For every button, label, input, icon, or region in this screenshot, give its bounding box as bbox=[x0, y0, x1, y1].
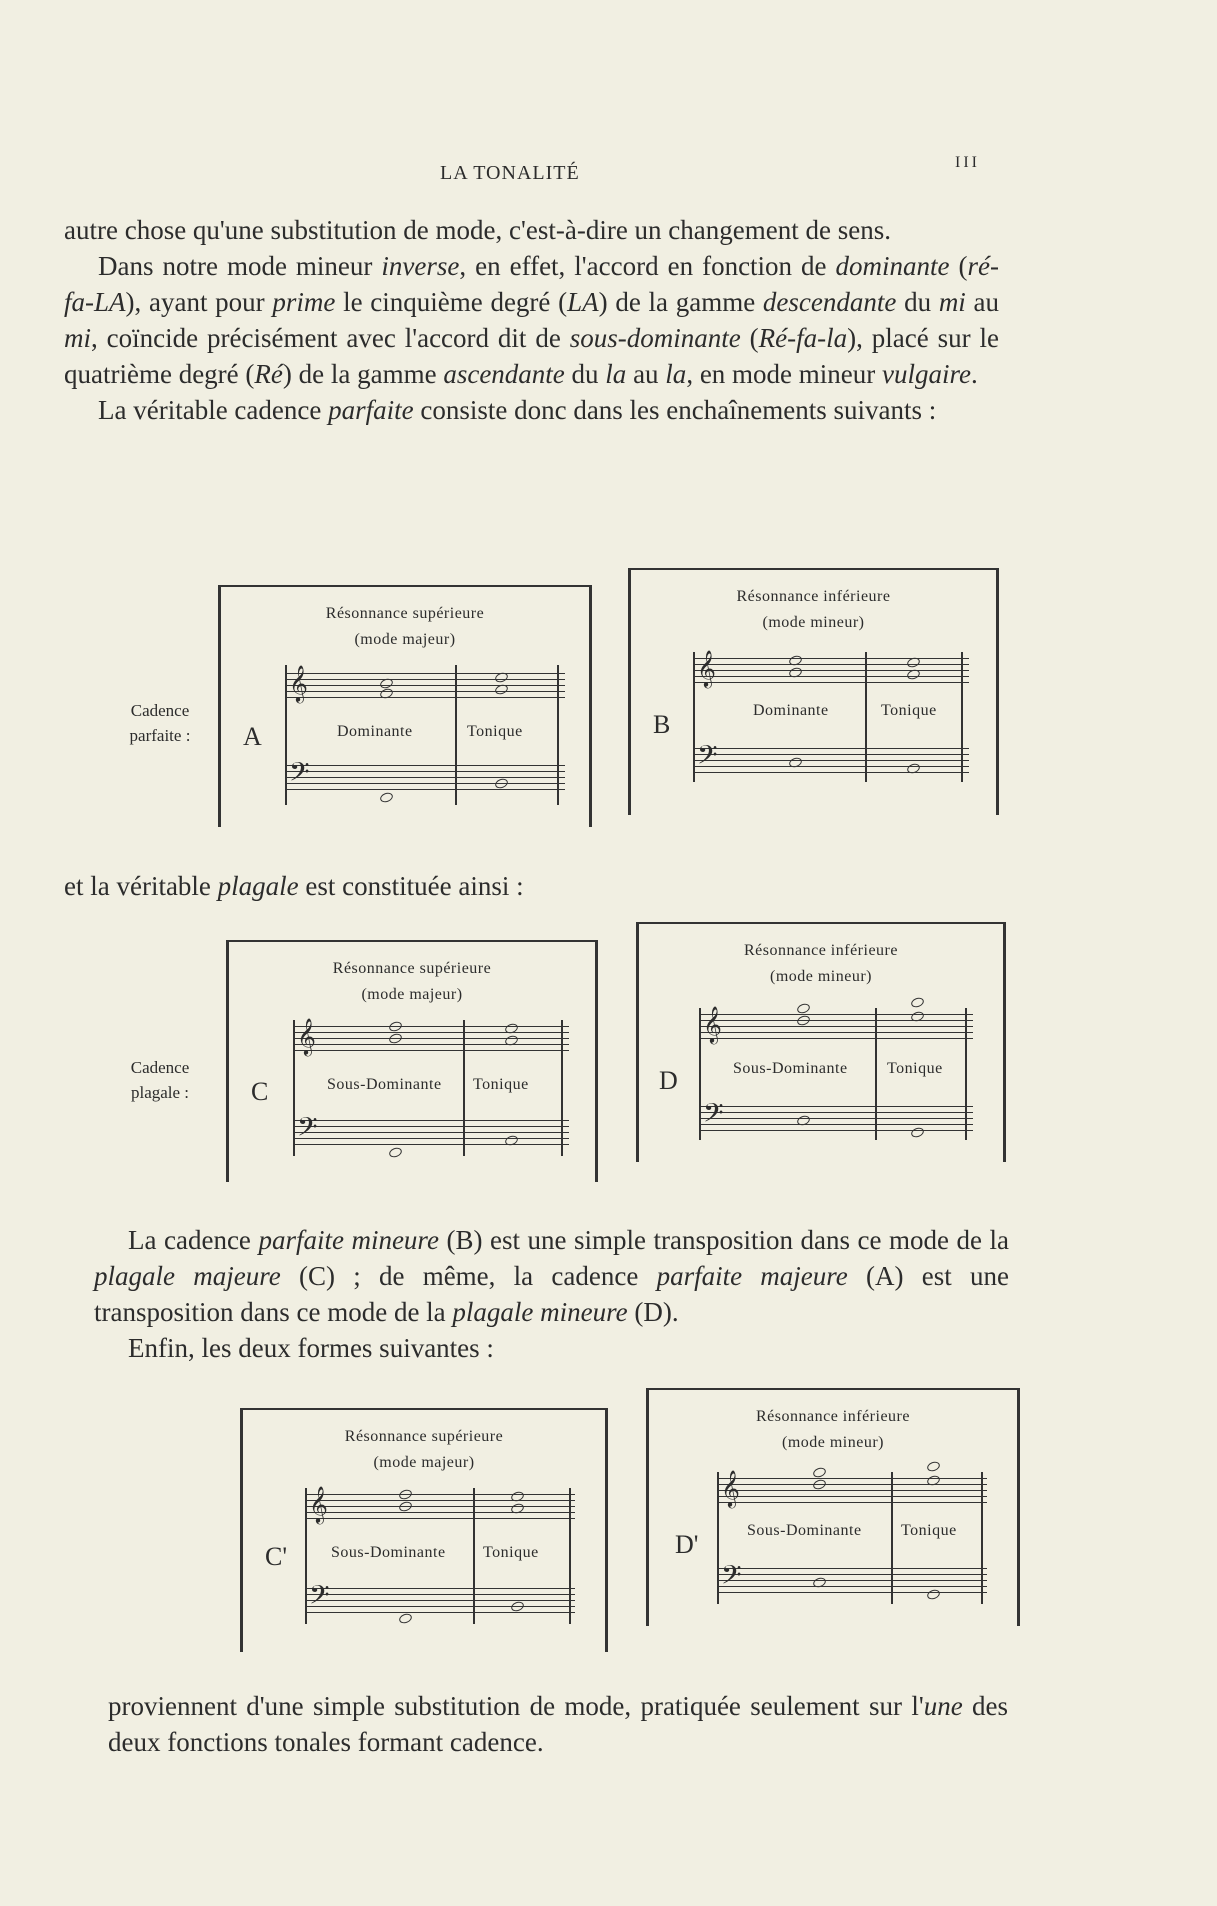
function-label: Dominante bbox=[753, 702, 829, 719]
bass-clef-icon: 𝄢 bbox=[297, 1112, 318, 1148]
figure-d-prime-title: Résonnance inférieure (mode mineur) bbox=[756, 1408, 910, 1451]
bass-clef-icon: 𝄢 bbox=[703, 1098, 724, 1134]
figure-b bbox=[628, 568, 999, 815]
figure-label-d-prime: D' bbox=[675, 1530, 699, 1559]
treble-clef-icon: 𝄞 bbox=[289, 665, 308, 701]
figure-c-prime bbox=[240, 1408, 608, 1652]
cadence-plagale-label: Cadence plagale : bbox=[130, 1058, 190, 1102]
figure-c bbox=[226, 940, 598, 1182]
figure-label-c: C bbox=[251, 1077, 269, 1106]
function-label: Sous-Dominante bbox=[327, 1076, 442, 1093]
paragraph-1: autre chose qu'une substitution de mode, c'est-à-dire un changement de sens. bbox=[64, 215, 891, 245]
function-label: Sous-Dominante bbox=[331, 1544, 446, 1561]
score-a bbox=[285, 665, 565, 805]
score-c-prime bbox=[305, 1488, 575, 1624]
figure-c-prime-title: Résonnance supérieure (mode majeur) bbox=[344, 1428, 504, 1471]
figure-label-a: A bbox=[243, 722, 262, 751]
figure-a-title: Résonnance supérieure (mode majeur) bbox=[325, 605, 485, 648]
function-label: Tonique bbox=[473, 1076, 529, 1093]
page-number: III bbox=[955, 154, 980, 171]
treble-clef-icon: 𝄞 bbox=[297, 1018, 316, 1054]
function-label: Tonique bbox=[901, 1522, 957, 1539]
score-c bbox=[293, 1020, 569, 1156]
figure-b-title: Résonnance inférieure (mode mineur) bbox=[736, 588, 891, 631]
function-label: Tonique bbox=[887, 1060, 943, 1077]
cadence-parfaite-label: Cadence parfaite : bbox=[129, 701, 191, 745]
paragraph-7: proviennent d'une simple substitution de mode, pratiquée seulement sur l'une des deux fonctions tonales formant cadence. bbox=[108, 1691, 1008, 1757]
text-block-1 bbox=[64, 212, 999, 428]
function-label: Sous-Dominante bbox=[747, 1522, 862, 1539]
function-label: Tonique bbox=[881, 702, 937, 719]
paragraph-2: Dans notre mode mineur inverse, en effet, l'accord en fonction de dominante (ré-fa-LA), ayant pour prime le cinquième degré (LA) de la gamme descendante du mi au mi, coïncide précisément avec l'accord dit de sous-dominante (Ré-fa-la), placé sur le quatrième degré (Ré) de la gamme ascendante du la au la, en mode mineur vulgaire. bbox=[64, 251, 1000, 389]
function-label: Dominante bbox=[337, 723, 413, 740]
score-d bbox=[699, 1008, 973, 1140]
paragraph-3: La véritable cadence parfaite consiste donc dans les enchaînements suivants : bbox=[98, 395, 937, 425]
treble-clef-icon: 𝄞 bbox=[721, 1470, 740, 1506]
figure-label-b: B bbox=[653, 710, 671, 739]
paragraph-4: et la véritable plagale est constituée ainsi : bbox=[64, 871, 524, 901]
figure-a bbox=[218, 585, 592, 827]
text-block-2 bbox=[94, 1222, 1009, 1366]
bass-clef-icon: 𝄢 bbox=[289, 757, 310, 793]
figure-c-title: Résonnance supérieure (mode majeur) bbox=[332, 960, 492, 1003]
figure-d bbox=[636, 922, 1006, 1162]
treble-clef-icon: 𝄞 bbox=[697, 650, 716, 686]
bass-clef-icon: 𝄢 bbox=[721, 1560, 742, 1596]
paragraph-5: La cadence parfaite mineure (B) est une simple transposition dans ce mode de la plagale majeure (C) ; de même, la cadence parfaite majeure (A) est une transposition dans ce mode de la plagale mineure (D). bbox=[94, 1225, 1010, 1327]
treble-clef-icon: 𝄞 bbox=[703, 1006, 722, 1042]
figure-label-c-prime: C' bbox=[265, 1542, 288, 1571]
function-label: Tonique bbox=[467, 723, 523, 740]
paragraph-6: Enfin, les deux formes suivantes : bbox=[128, 1333, 494, 1363]
function-label: Tonique bbox=[483, 1544, 539, 1561]
figure-d-prime bbox=[646, 1388, 1020, 1626]
bass-clef-icon: 𝄢 bbox=[309, 1580, 330, 1616]
running-title: LA TONALITÉ bbox=[440, 162, 580, 184]
score-b bbox=[693, 652, 969, 782]
figure-label-d: D bbox=[659, 1066, 678, 1095]
figure-d-title: Résonnance inférieure (mode mineur) bbox=[744, 942, 898, 985]
function-label: Sous-Dominante bbox=[733, 1060, 848, 1077]
bass-clef-icon: 𝄢 bbox=[697, 740, 718, 776]
treble-clef-icon: 𝄞 bbox=[309, 1486, 328, 1522]
score-d-prime bbox=[717, 1472, 987, 1604]
